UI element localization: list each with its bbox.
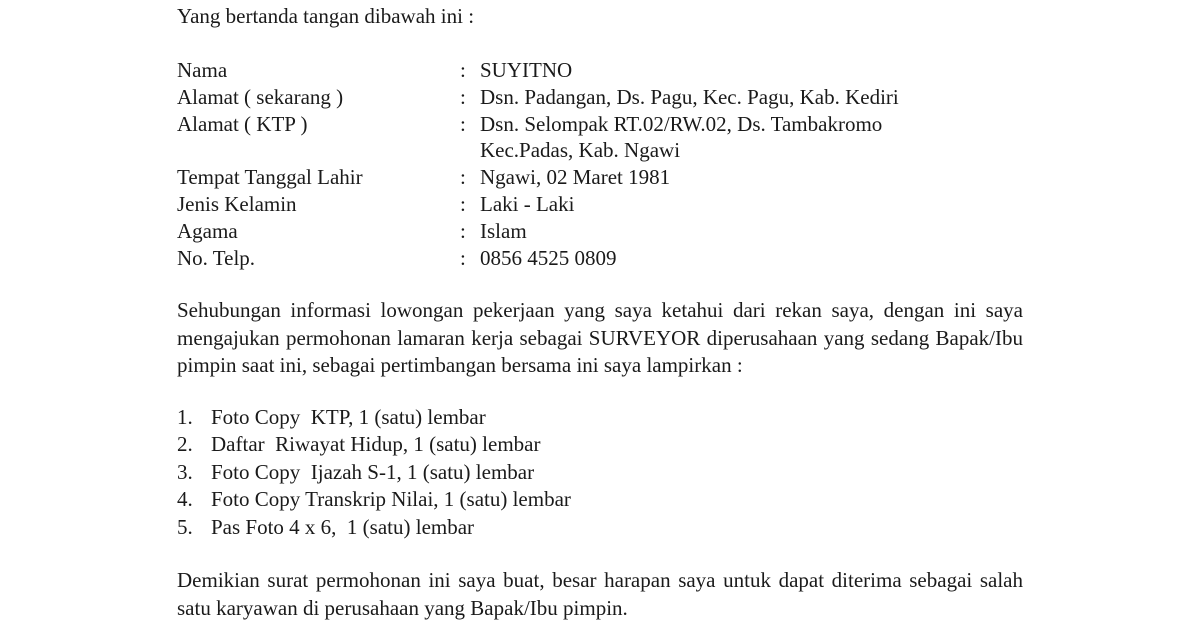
list-item-text: Foto Copy Transkrip Nilai, 1 (satu) lembar: [211, 487, 571, 512]
identity-row-telp: [177, 245, 1023, 272]
identity-value: Laki - Laki: [480, 191, 575, 216]
list-item-text: Daftar Riwayat Hidup, 1 (satu) lembar: [211, 432, 541, 457]
identity-colon: :: [460, 111, 466, 136]
identity-colon: :: [460, 58, 466, 82]
identity-value: Islam: [480, 218, 527, 243]
list-item: [177, 459, 571, 486]
identity-row-alamat-sekarang: [177, 84, 1023, 111]
identity-value-continued: Kec.Padas, Kab. Ngawi: [480, 138, 681, 163]
list-item-number: 3.: [177, 459, 193, 484]
identity-colon: :: [460, 218, 466, 243]
identity-colon: :: [460, 84, 466, 109]
list-item-number: 4.: [177, 487, 193, 512]
identity-label: Agama: [177, 218, 238, 243]
identity-label: Jenis Kelamin: [177, 191, 297, 216]
identity-value-multiline: [480, 111, 1023, 165]
identity-row-jenis-kelamin: [177, 191, 1023, 218]
identity-row-ttl: [177, 164, 1023, 191]
identity-row-alamat-ktp: [177, 111, 1023, 165]
list-item: [177, 514, 571, 541]
application-paragraph: Sehubungan informasi lowongan pekerjaan yang saya ketahui dari rekan saya, dengan ini saya mengajukan permohonan lamaran kerja sebagai SURVEYOR diperusahaan yang sedang Bapak/Ibu pimpin saat ini, sebagai pertimbangan bersama ini saya lampirkan :: [177, 298, 1023, 377]
list-item: [177, 486, 571, 513]
identity-block: [177, 57, 1023, 271]
identity-value: Ngawi, 02 Maret 1981: [480, 165, 671, 190]
list-item-text: Pas Foto 4 x 6, 1 (satu) lembar: [211, 514, 475, 539]
identity-colon: :: [460, 191, 466, 216]
closing-paragraph: Demikian surat permohonan ini saya buat, besar harapan saya untuk dapat diterima sebagai salah satu karyawan di perusahaan yang Bapak/Ibu pimpin.: [177, 568, 1023, 620]
identity-colon: :: [460, 245, 466, 270]
identity-label: Tempat Tanggal Lahir: [177, 165, 363, 190]
identity-colon: :: [460, 165, 466, 190]
list-item-number: 5.: [177, 514, 193, 539]
identity-row-nama: [177, 57, 1023, 84]
intro-line: Yang bertanda tangan dibawah ini :: [177, 4, 475, 28]
list-item: [177, 431, 571, 458]
identity-label: Nama: [177, 58, 228, 82]
identity-value: Dsn. Selompak RT.02/RW.02, Ds. Tambakromo: [480, 111, 883, 136]
attachment-list: [177, 404, 571, 541]
list-item-number: 2.: [177, 432, 193, 457]
identity-row-agama: [177, 218, 1023, 245]
identity-label: Alamat ( sekarang ): [177, 84, 344, 109]
identity-value: 0856 4525 0809: [480, 245, 617, 270]
identity-label: No. Telp.: [177, 245, 256, 270]
list-item-text: Foto Copy KTP, 1 (satu) lembar: [211, 405, 486, 429]
list-item-text: Foto Copy Ijazah S-1, 1 (satu) lembar: [211, 459, 535, 484]
identity-value: SUYITNO: [480, 58, 573, 82]
list-item: [177, 404, 571, 431]
identity-label: Alamat ( KTP ): [177, 111, 308, 136]
identity-value: Dsn. Padangan, Ds. Pagu, Kec. Pagu, Kab. Kediri: [480, 84, 899, 109]
list-item-number: 1.: [177, 405, 193, 429]
